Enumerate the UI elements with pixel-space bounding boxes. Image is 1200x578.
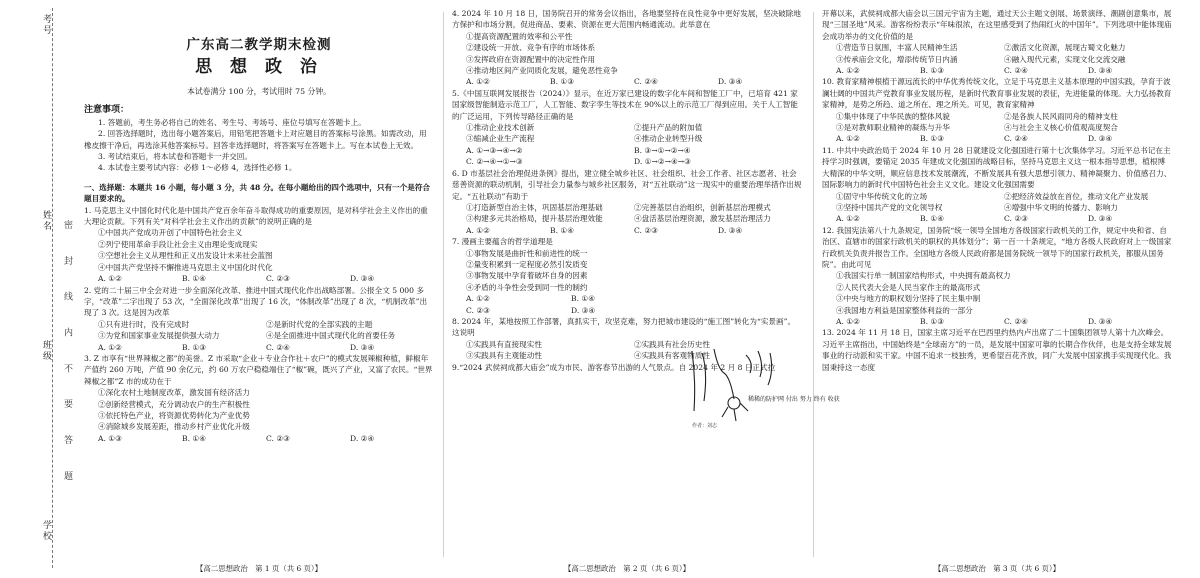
cartoon-stroke-icon <box>692 351 695 411</box>
answer-choices <box>822 133 1172 144</box>
answer-choices <box>452 145 802 156</box>
column-divider <box>443 12 444 557</box>
option: ③传承庙会文化，增添传统节日内涵 <box>836 54 958 64</box>
question-11: 11. 中共中央政治局于 2024 年 10 月 28 日就建设文化强国进行第十七次集体学习。习近平总书记在主持学习时强调，要锚定 2035 年建成文化强国的战略目标，坚持马克思主义这一根本指导思想，植根博大精深的中华文明，顺应信息技术发展潮流，不断发展具有强大思想引领力、精神凝聚力、价值感召力、国际影响力的新时代中国特色社会主义文化。建设文化强国需要 <box>822 145 1172 190</box>
question-3: 3. Z 市享有“世界辣椒之都”的美誉。Z 市采取“企业＋专业合作社＋农户”的模式发展辣椒种植，鲜椒年产值约 260 万吨，产值 90 余亿元，约 60 万农户稳稳端住了“椒”碗，既兴了产业，又富了农民。“世界辣椒之都”Z 市的成功在于 <box>84 353 433 386</box>
choice-d: D. ①→②→④→③ <box>634 157 691 167</box>
choice-d: D. ③④ <box>350 342 375 352</box>
subject-title: 思 想 政 治 <box>195 57 323 77</box>
option: ②是新时代党的全部实践的主题 <box>266 319 373 329</box>
choice-c: C. ②→④→①→③ <box>466 157 523 167</box>
option: ④推动企业转型升级 <box>634 134 703 144</box>
option: ④是全面推进中国式现代化的首要任务 <box>266 331 396 341</box>
page-3-column <box>822 8 1172 373</box>
question-9-continued: 开幕以来，武侯祠成都大庙会以三国元宇宙为主题，通过天公主题文创展、场景演绎、潮剧创意集市，展现“三国圣地”风采。游客纷纷表示“年味很浓，在这里感受到了热闹红火的中国年”。下列选项中能体现庙会成功举办的文化价值的是 <box>822 9 1172 41</box>
question-1: 1. 马克思主义中国化时代化是中国共产党百余年奋斗取得成功的重要原因，是对科学社会主义作出的重大理论贡献。下列有关“对科学社会主义作出的贡献”的说明正确的是 <box>84 205 428 227</box>
choice-a: A. ①② <box>466 294 490 304</box>
option: ②列宁使用革命手段让社会主义由理论变成现实 <box>98 239 258 249</box>
school-field: 学校 <box>41 520 51 542</box>
option: ③实践具有主观能动性 <box>466 351 542 361</box>
option: ③坚持中国共产党的文化领导权 <box>836 202 943 212</box>
cartoon-text: 稀稀的防护网 付出 努力 终有 收获 <box>748 396 840 403</box>
choice-d: D. ③④ <box>718 77 743 87</box>
choice-c: C. ②④ <box>634 77 658 87</box>
choice-a: A. ①② <box>836 134 860 144</box>
choice-c: C. ②④ <box>266 342 290 352</box>
option: ②实践具有社会历史性 <box>634 339 710 349</box>
question-6: 6. D 市基层社会治理促进条例》提出，建立健全城乡社区、社会组织、社会工作者、社区志愿者、社会慈善资源的联动机制，引导社会力量参与城乡社区服务，对“五社联动”这一现实中的重要治理举措作出规定。“五社联动”有助于 <box>452 168 802 201</box>
option: ①深化农村土地制度改革，激发国有经济活力 <box>98 388 250 398</box>
page-1-column <box>84 8 434 444</box>
choice-a: A. ①② <box>836 214 860 224</box>
answer-choices <box>84 433 434 444</box>
answer-choices <box>822 65 1172 76</box>
option: ③空想社会主义从理性和正义出发设计未来社会蓝图 <box>98 251 273 261</box>
option: ③缩减企业生产流程 <box>466 134 535 144</box>
question-12: 12. 我国宪法第八十九条规定，国务院“统一领导全国地方各级国家行政机关的工作，规定中央和省、自治区、直辖市的国家行政机关的职权的具体划分”；第一百一十条规定，“地方各级人民政府对上一级国家行政机关负责并报告工作。全国地方各级人民政府都是国务院统一领导下的国家行政机关，都服从国务院”。由此可见 <box>822 225 1172 269</box>
choice-c: C. ②③ <box>1004 214 1028 224</box>
option: ①只有进行时，没有完成时 <box>98 319 190 329</box>
choice-d: D. ③④ <box>1088 134 1113 144</box>
class-field: 班级 <box>41 340 51 362</box>
option: ②创新经营模式，充分调动农户的生产积极性 <box>98 399 250 409</box>
question-4: 4. 2024 年 10 月 18 日，国务院召开的常务会议指出，各地要坚持在良性竞争中更好发展，坚决破除地方保护和市场分割，促进商品、要素、资源在更大范围内畅通流动。此举意在 <box>452 9 801 30</box>
choice-b: B. ①③ <box>182 342 207 352</box>
option: ③是对教师职业精神的凝炼与升华 <box>836 123 950 133</box>
option: ②是各族人民风雨同舟的精神支柱 <box>1004 111 1118 121</box>
choice-a: A. ①② <box>466 77 490 87</box>
option: ③中央与地方的职权划分坚持了民主集中制 <box>836 294 981 304</box>
notes-heading: 注意事项： <box>84 105 130 116</box>
option-row <box>84 330 434 341</box>
option-row <box>822 122 1172 133</box>
option-row <box>452 122 802 133</box>
note-item: 4. 本试卷主要考试内容：必修 1～必修 4，选择性必修 1。 <box>98 163 297 173</box>
option-row <box>822 191 1172 202</box>
answer-choices <box>452 76 802 87</box>
option: ③构建多元共治格局，提升基层治理效能 <box>466 214 603 224</box>
cartoon-caption: 作者：刘志 <box>692 423 718 429</box>
option: ①中国共产党成功开创了中国特色社会主义 <box>98 228 243 238</box>
page-footer: 【高二思想政治 第 2 页（共 6 页）】 <box>564 564 690 573</box>
note-item: 2. 回答选择题时，选出每小题答案后，用铅笔把答题卡上对应题目的答案标号涂黑。如需改动，用橡皮擦干净后，再选涂其他答案标号。回答非选择题时，将答案写在答题卡上。写在本试卷上无效。 <box>84 129 427 150</box>
name-field: 姓名 <box>41 210 51 232</box>
choice-a: A. ①② <box>836 316 860 326</box>
seal-line <box>52 8 53 568</box>
exam-meta: 本试卷满分 100 分，考试用时 75 分钟。 <box>187 87 331 96</box>
answer-choices <box>822 213 1172 224</box>
choice-d: D. ③④ <box>571 305 596 315</box>
question-2: 2. 党的二十届三中全会对进一步全面深化改革、推进中国式现代化作出战略部署。公报全文 5 000 多字，“改革”二字出现了 53 次，“全面深化改革”出现了 16 次，“体制改革”出现了 8 次，“机制改革”出现了 3 次。这是因为改革 <box>84 285 428 318</box>
choice-c: C. ②④ <box>1004 66 1028 76</box>
option: ④增强中华文明的传播力、影响力 <box>1004 202 1118 212</box>
choice-b: B. ①④ <box>182 274 207 284</box>
option: ②量变积累到一定程度必然引发质变 <box>466 259 588 269</box>
option: ③事物发展中孕育着破坏自身的因素 <box>466 271 588 281</box>
option: ②完善基层自治组织，创新基层治理模式 <box>634 202 771 212</box>
option: ①集中体现了中华民族的整体风貌 <box>836 111 950 121</box>
choice-a: A. ①② <box>98 274 122 284</box>
option: ④消除城乡发展差距，推动乡村产业优化升级 <box>98 422 250 432</box>
choice-b: B. ①④ <box>550 225 575 235</box>
choice-b: B. ①④ <box>571 294 596 304</box>
option-row <box>822 202 1172 213</box>
choice-b: B. ①④ <box>182 433 207 443</box>
choice-d: D. ③④ <box>350 274 375 284</box>
option: ④与社会主义核心价值观高度契合 <box>1004 123 1118 133</box>
choice-c: C. ②④ <box>1004 134 1028 144</box>
column-divider <box>813 12 814 557</box>
option: ②人民代表大会是人民当家作主的最高形式 <box>836 282 981 292</box>
choice-a: A. ①② <box>466 225 490 235</box>
option: ②建设统一开放、竞争有序的市场体系 <box>466 43 596 53</box>
option: ④实践具有客观物质性 <box>634 351 710 361</box>
answer-choices <box>452 156 802 167</box>
option: ②把经济效益放在首位，推动文化产业发展 <box>1004 191 1149 201</box>
choice-b: B. ③→①→②→④ <box>634 145 691 155</box>
choice-a: A. ①② <box>98 342 122 352</box>
choice-c: C. ②③ <box>266 433 290 443</box>
answer-choices <box>84 342 434 353</box>
option: ③依托特色产业，将资源优势转化为产业优势 <box>98 410 250 420</box>
question-8: 8. 2024 年，某地按照工作部署，真抓实干，攻坚克难，努力把城市建设的“施工图”转化为“实景画”。这说明 <box>452 316 796 338</box>
choice-d: D. ③④ <box>1088 214 1113 224</box>
choice-b: B. ①③ <box>920 134 945 144</box>
answer-choices <box>84 273 434 284</box>
option: ①营造节日氛围，丰富人民精神生活 <box>836 43 958 53</box>
option-row <box>452 213 802 224</box>
exam-title: 广东高二教学期末检测 <box>186 37 332 53</box>
question-7: 7. 漫画主要蕴含的哲学道理是 <box>452 237 553 247</box>
option-row <box>84 319 434 330</box>
option: ①实践具有直接现实性 <box>466 339 542 349</box>
option: ④我国地方利益是国家整体利益的一部分 <box>836 305 973 315</box>
seal-warning: 密 封 线 内 不 要 答 题 <box>62 220 72 493</box>
answer-choices <box>452 225 802 236</box>
option-row <box>452 133 802 144</box>
answer-choices <box>452 305 676 316</box>
option: ②激活文化资源，展现古蜀文化魅力 <box>1004 43 1126 53</box>
option-row <box>822 111 1172 122</box>
question-5: 5.《中国互联网发展报告（2024）》显示，在近万家已建设的数字化车间和智能工厂中，已培育 421 家国家级智能制造示范工厂，人工智能、数字孪生等技术在 90%以上的示范工厂得到应用。关于人工智能的广泛运用，下列传导路径正确的是 <box>452 88 798 121</box>
choice-c: C. ②③ <box>266 274 290 284</box>
binding-margin <box>0 0 80 578</box>
option-row <box>822 42 1172 53</box>
option-row <box>452 202 802 213</box>
choice-d: D. ③④ <box>1088 66 1113 76</box>
option: ①固守中华传统文化的立场 <box>836 191 928 201</box>
choice-c: C. ②③ <box>634 225 658 235</box>
option: ①事物发展是曲折性和前进性的统一 <box>466 248 588 258</box>
choice-d: D. ③④ <box>718 225 743 235</box>
option: ②提升产品的附加值 <box>634 123 703 133</box>
choice-c: C. ②③ <box>466 305 490 315</box>
answer-choices <box>822 316 1172 327</box>
choice-a: A. ①② <box>836 66 860 76</box>
option: ④中国共产党坚持不懈推进马克思主义中国化时代化 <box>98 262 273 272</box>
question-9: 9.“2024 武侯祠成都大庙会”成为市民、游客春节出游的人气景点。自 2024 年 2 月 8 日正式拉 <box>452 362 776 372</box>
page-footer: 【高二思想政治 第 3 页（共 6 页）】 <box>934 564 1060 573</box>
page-2-column <box>452 8 840 429</box>
option: ④盘活基层治理资源，激发基层治理活力 <box>634 214 771 224</box>
choice-d: D. ③④ <box>1088 316 1113 326</box>
choice-a: A. ①→③→④→② <box>466 145 523 155</box>
section-heading: 一、选择题：本题共 16 小题，每小题 3 分，共 48 分。在每小题给出的四个选项中，只有一个是符合题目要求的。 <box>84 182 431 204</box>
option: ④矛盾的斗争性会受到同一性的制约 <box>466 282 588 292</box>
option: ①提高资源配置的效率和公平性 <box>466 31 573 41</box>
choice-b: B. ①③ <box>920 66 945 76</box>
option: ③为党和国家事业发展提供强大动力 <box>98 331 220 341</box>
option: ④推动地区间产业同质化发展，避免恶性竞争 <box>466 66 618 76</box>
choice-a: A. ①③ <box>98 433 122 443</box>
question-13: 13. 2024 年 11 月 18 日，国家主席习近平在巴西里约热内卢出席了二十国集团领导人第十九次峰会。习近平主席指出，中国始终是“全球南方”的一员，是发展中国家可靠的长期合作伙伴，也是支持全球发展事业的行动派和实干家。中国不追求一枝独秀，更希望百花齐放，同广大发展中国家携手实现现代化。我国秉持这一态度 <box>822 328 1172 372</box>
cartoon-illustration <box>684 341 840 429</box>
note-item: 1. 答题前，考生务必将自己的姓名、考生号、考场号、座位号填写在答题卡上。 <box>98 117 366 127</box>
option-row <box>822 54 1172 65</box>
answer-choices <box>452 293 676 304</box>
option: ③发挥政府在资源配置中的决定性作用 <box>466 54 596 64</box>
choice-b: B. ①③ <box>920 316 945 326</box>
note-item: 3. 考试结束后，将本试卷和答题卡一并交回。 <box>98 152 252 162</box>
page-footer: 【高二思想政治 第 1 页（共 6 页）】 <box>196 564 322 573</box>
option: ①我国实行单一制国家结构形式，中央拥有最高权力 <box>836 271 1011 281</box>
option: ④融入现代元素，实现文化交流交融 <box>1004 54 1126 64</box>
exam-number-field: 考号 <box>41 14 51 36</box>
choice-d: D. ②④ <box>350 433 375 443</box>
choice-b: B. ①④ <box>920 214 945 224</box>
choice-c: C. ②④ <box>1004 316 1028 326</box>
option: ①推动企业技术创新 <box>466 123 535 133</box>
choice-b: B. ①③ <box>550 77 575 87</box>
question-10: 10. 教育家精神根植于源远流长的中华优秀传统文化，立足于马克思主义基本原理的中国实践，孕育于波澜壮阔的中国共产党教育事业发展历程，是新时代教育事业发展的表征，先进能量的体现。大力弘扬教育家精神，是势之所趋、道之所在、理之所关。可见，教育家精神 <box>822 77 1172 110</box>
option: ①打造新型自治主体，巩固基层治理基础 <box>466 202 603 212</box>
